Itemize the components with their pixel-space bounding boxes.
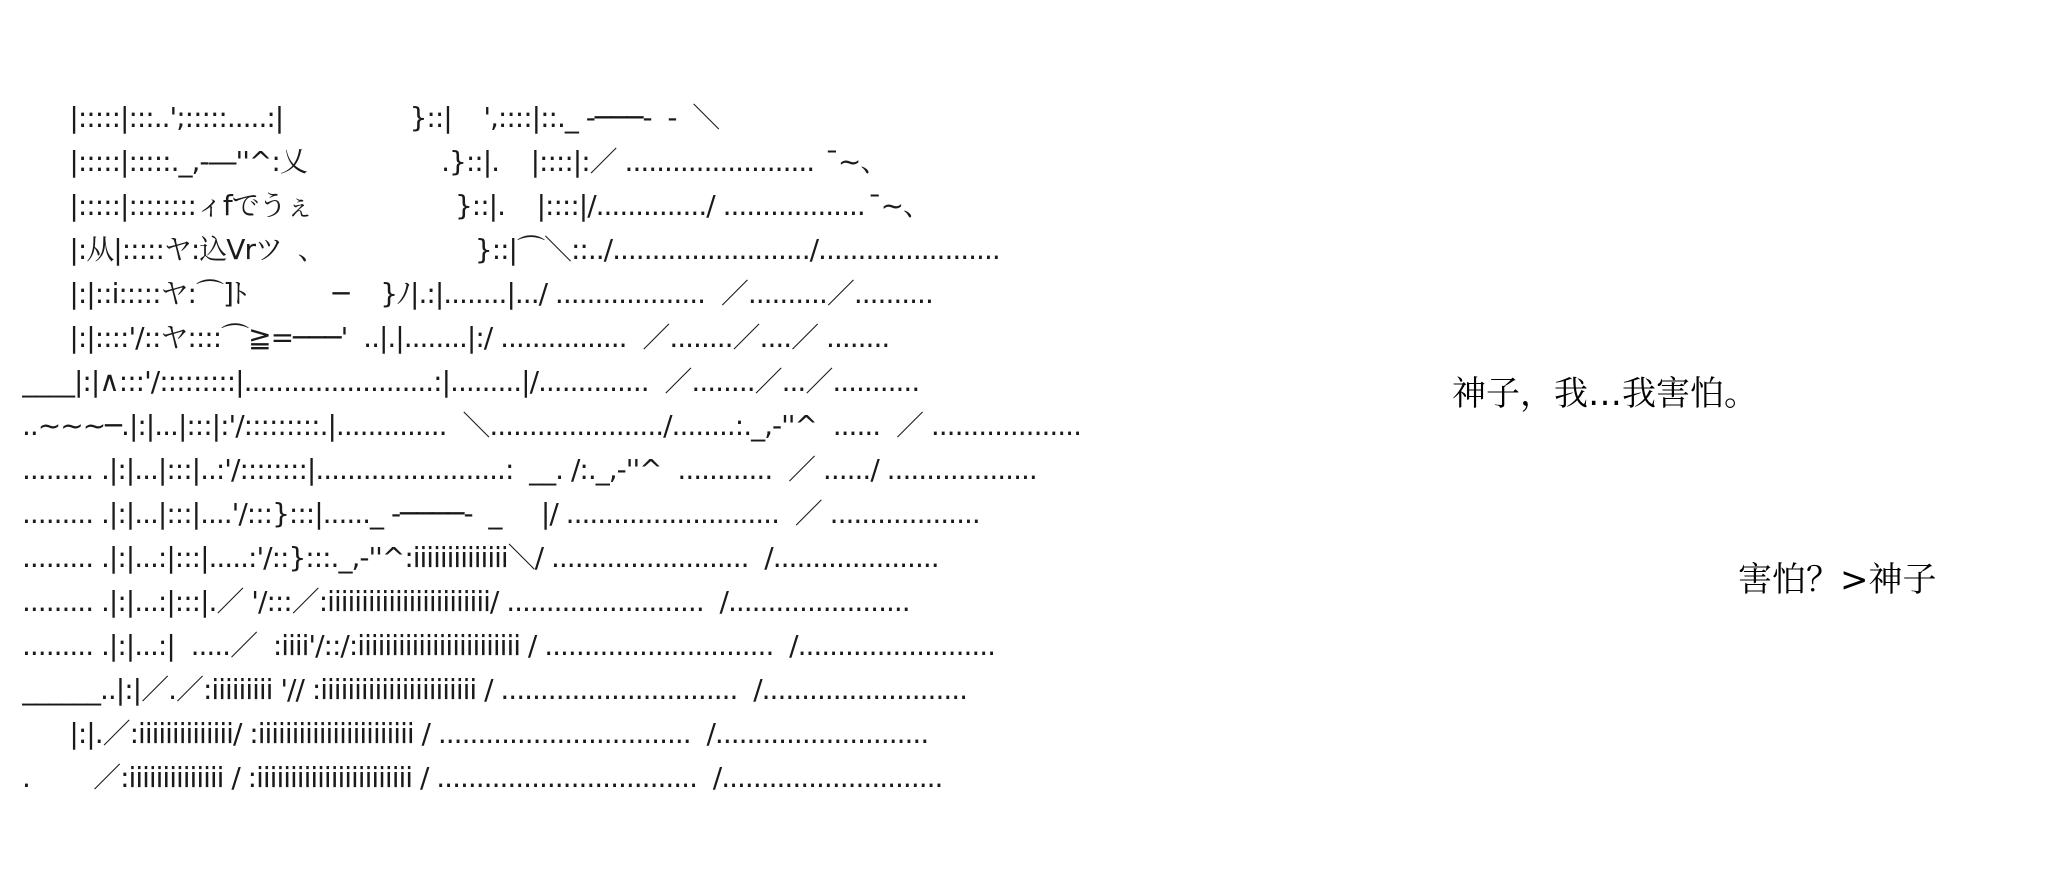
ascii-art-illustration bbox=[22, 96, 1312, 836]
ascii-art-line: . ／:iiiiiiiiiiiiii / :iiiiiiiiiiiiiiiiiiiiiii / ................................. /............................ bbox=[22, 761, 943, 794]
ascii-art-line: ......... .|:|...:|:::|.....:'/::}:::._,-''^:iiiiiiiiiiiiii＼/ ......................... /..................... bbox=[22, 541, 939, 574]
ascii-art-line: |:从|:::::ヤ:込Vrツ 、 }::|⌒＼::../........................./....................... bbox=[22, 233, 1000, 266]
ascii-art-line: ......... .|:|...|:::|..:'/::::::::|........................: __. /:._,-''^ ............ ／ ....../ ................... bbox=[22, 453, 1037, 486]
ascii-art-line: ......... .|:|...|:::|....'/:::}:::|......_ -────- _ |/ ........................... ／ ................... bbox=[22, 497, 980, 530]
ascii-art-line: |:::::|:::::._,-―''^:乂 .}::|. |::::|:／ ........................ ̄~、 bbox=[22, 145, 888, 178]
ascii-art-line: ......... .|:|...:|:::|.／ '/:::／:iiiiiiiiiiiiiiiiiiiiiiii/ ......................... /....................... bbox=[22, 585, 910, 618]
dialogue-line-1: 神子，我…我害怕。 bbox=[1452, 374, 1758, 414]
ascii-art-line: |:|.／:iiiiiiiiiiiiii/ :iiiiiiiiiiiiiiiiiiiiiii / ................................ /........................... bbox=[22, 717, 929, 750]
ascii-art-line: |:|::::'/::ヤ::::⌒≧=───' ..|.|........|:/ ................ ／........／....／ ........ bbox=[22, 321, 890, 354]
ascii-art-line: |:|::i:::::ヤ:⌒]ﾄ ─ }ﾉ|.:|........|.../ ................... ／..........／.......... bbox=[22, 277, 933, 310]
dialogue-line-2: 害怕？>神子 bbox=[1738, 560, 1937, 600]
ascii-art-line: ..~~~─.|:|...|:::|:'/:::::::::.|.............. ＼....................../........:._,-''^ ...... ／ ................... bbox=[22, 409, 1081, 442]
ascii-art-line: ______..|:|／.／:iiiiiiiii '// :iiiiiiiiiiiiiiiiiiiiiii / .............................. /.......................... bbox=[22, 673, 968, 706]
ascii-art-line: ____|:|∧:::'/:::::::::|........................:|.........|/.............. ／........／...／........... bbox=[22, 365, 920, 398]
ascii-art-line: |:::::|:::..';:::::.....:| }::| ',::::|::._ -───- - ＼ bbox=[22, 101, 720, 134]
ascii-art-line: ......... .|:|...:| .....／ :iiii'/::/:iiiiiiiiiiiiiiiiiiiiiiii / ............................. /......................... bbox=[22, 629, 996, 662]
ascii-art-line: |:::::|::::::::ィfでうぇ }::|. |::::|/............../ .................. ̄~、 bbox=[22, 189, 931, 222]
